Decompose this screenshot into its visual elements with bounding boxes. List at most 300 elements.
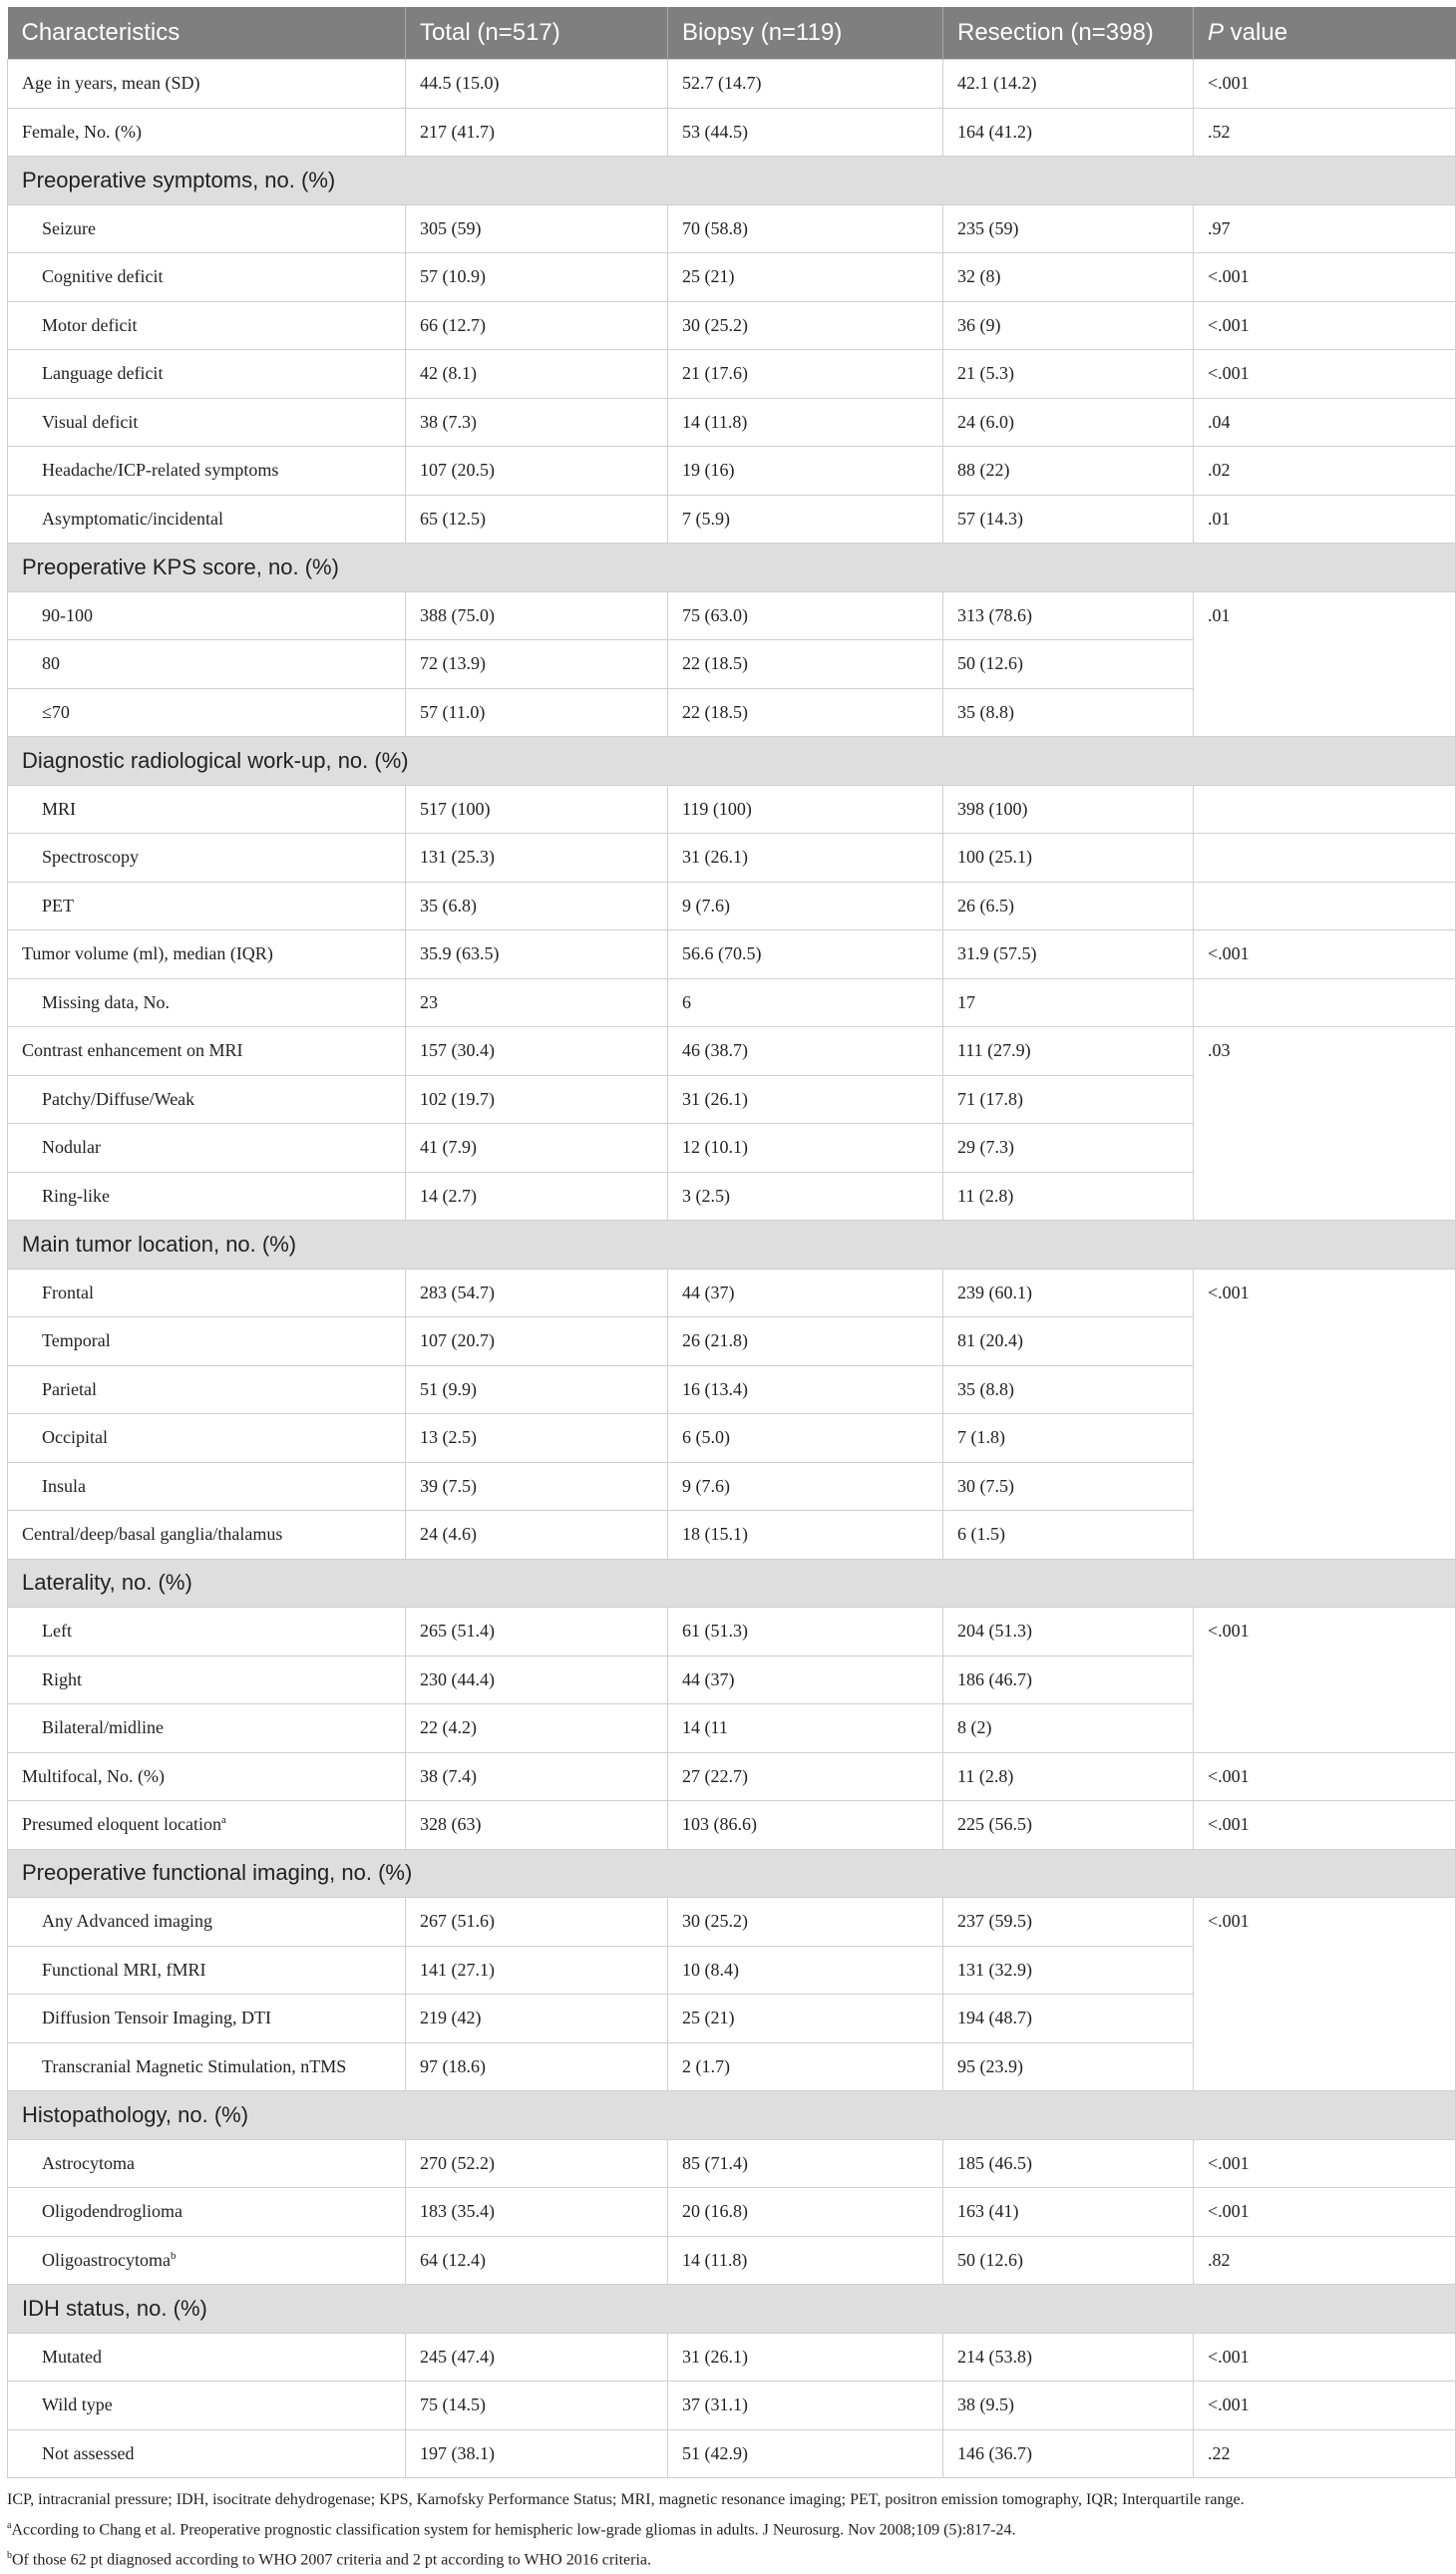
- cell-total: 57 (10.9): [406, 253, 668, 302]
- row-label: [8, 591, 406, 640]
- row-label: [8, 253, 406, 302]
- cell-p-value: <.001: [1194, 2188, 1456, 2237]
- cell-total: 39 (7.5): [406, 1462, 668, 1511]
- cell-resection: 164 (41.2): [943, 108, 1194, 157]
- row-label-text: Frontal: [42, 1282, 94, 1302]
- row-label: [8, 447, 406, 496]
- table-row: [8, 2382, 1456, 2430]
- cell-biopsy: 85 (71.4): [668, 2139, 943, 2188]
- table-row: [8, 2236, 1456, 2285]
- table-row: [8, 301, 1456, 350]
- cell-resection: 24 (6.0): [943, 398, 1194, 447]
- section-row: [8, 1559, 1456, 1608]
- cell-total: 131 (25.3): [406, 834, 668, 883]
- row-label: [8, 882, 406, 930]
- cell-biopsy: 103 (86.6): [668, 1801, 943, 1850]
- cell-biopsy: 31 (26.1): [668, 2333, 943, 2382]
- cell-resection: 235 (59): [943, 204, 1194, 253]
- row-label-text: Presumed eloquent location: [22, 1814, 221, 1835]
- row-label: [8, 1365, 406, 1414]
- cell-biopsy: 44 (37): [668, 1269, 943, 1317]
- footnote-marker: b: [170, 2249, 177, 2262]
- characteristics-table: [7, 7, 1456, 2478]
- row-label: [8, 495, 406, 544]
- cell-biopsy: 10 (8.4): [668, 1946, 943, 1995]
- cell-total: 230 (44.4): [406, 1655, 668, 1704]
- cell-resection: 71 (17.8): [943, 1075, 1194, 1124]
- cell-p-value: <.001: [1194, 301, 1456, 350]
- cell-total: 157 (30.4): [406, 1027, 668, 1076]
- row-label: [8, 60, 406, 109]
- row-label-text: 90-100: [42, 604, 93, 625]
- cell-biopsy: 75 (63.0): [668, 591, 943, 640]
- table-header-row: [8, 7, 1456, 60]
- cell-p-value: <.001: [1194, 2139, 1456, 2188]
- footnote-marker: a: [220, 1814, 226, 1827]
- row-label-text: 80: [42, 653, 60, 674]
- cell-resection: 194 (48.7): [943, 1995, 1194, 2043]
- row-label: [8, 930, 406, 979]
- cell-p-value: .01: [1194, 495, 1456, 544]
- cell-total: 265 (51.4): [406, 1608, 668, 1656]
- cell-total: 35 (6.8): [406, 882, 668, 930]
- cell-total: 270 (52.2): [406, 2139, 668, 2188]
- footnote-a-mark: a: [7, 2520, 12, 2531]
- cell-resection: 26 (6.5): [943, 882, 1194, 930]
- cell-p-value: <.001: [1194, 1898, 1456, 2091]
- row-label: [8, 1414, 406, 1463]
- cell-biopsy: 37 (31.1): [668, 2382, 943, 2430]
- cell-total: 197 (38.1): [406, 2429, 668, 2478]
- section-label: Histopathology, no. (%): [8, 2091, 1456, 2140]
- row-label-text: Occipital: [42, 1427, 108, 1448]
- row-label: [8, 2236, 406, 2285]
- cell-total: 24 (4.6): [406, 1511, 668, 1560]
- footnote-b-text: Of those 62 pt diagnosed according to WHO 2007 criteria and 2 pt according to WHO 2016 criteria.: [12, 2551, 652, 2569]
- cell-biopsy: 6: [668, 978, 943, 1027]
- cell-biopsy: 16 (13.4): [668, 1365, 943, 1414]
- cell-p-value: .02: [1194, 447, 1456, 496]
- cell-total: 44.5 (15.0): [406, 60, 668, 109]
- row-label: [8, 1995, 406, 2043]
- cell-biopsy: 7 (5.9): [668, 495, 943, 544]
- cell-total: 38 (7.4): [406, 1752, 668, 1801]
- cell-total: 42 (8.1): [406, 350, 668, 399]
- cell-biopsy: 18 (15.1): [668, 1511, 943, 1560]
- cell-total: 65 (12.5): [406, 495, 668, 544]
- cell-resection: 185 (46.5): [943, 2139, 1194, 2188]
- cell-total: 517 (100): [406, 785, 668, 834]
- cell-p-value: [1194, 834, 1456, 883]
- cell-total: 64 (12.4): [406, 2236, 668, 2285]
- cell-resection: 38 (9.5): [943, 2382, 1194, 2430]
- footnote-a-text: According to Chang et al. Preoperative prognostic classification system for hemispheric low-grade gliomas in adults. J Neurosurg. Nov 2008;109 (5):817-24.: [11, 2521, 1016, 2539]
- cell-p-value: <.001: [1194, 1801, 1456, 1850]
- cell-resection: 81 (20.4): [943, 1317, 1194, 1366]
- header-characteristics: Characteristics: [8, 7, 406, 60]
- section-label: Laterality, no. (%): [8, 1559, 1456, 1608]
- cell-biopsy: 27 (22.7): [668, 1752, 943, 1801]
- footnote-b-mark: b: [7, 2550, 12, 2562]
- row-label-text: Multifocal, No. (%): [22, 1765, 165, 1786]
- table-row: [8, 2188, 1456, 2237]
- cell-total: 388 (75.0): [406, 591, 668, 640]
- cell-total: 97 (18.6): [406, 2042, 668, 2091]
- cell-resection: 131 (32.9): [943, 1946, 1194, 1995]
- row-label-text: Spectroscopy: [42, 847, 139, 868]
- cell-biopsy: 70 (58.8): [668, 204, 943, 253]
- cell-biopsy: 12 (10.1): [668, 1124, 943, 1173]
- cell-p-value: .82: [1194, 2236, 1456, 2285]
- cell-biopsy: 26 (21.8): [668, 1317, 943, 1366]
- cell-biopsy: 53 (44.5): [668, 108, 943, 157]
- row-label-text: Nodular: [42, 1137, 101, 1158]
- row-label-text: Left: [42, 1621, 72, 1642]
- row-label-text: Parietal: [42, 1378, 97, 1399]
- section-label: Preoperative symptoms, no. (%): [8, 157, 1456, 205]
- cell-p-value: <.001: [1194, 253, 1456, 302]
- row-label: [8, 688, 406, 737]
- row-label: [8, 1655, 406, 1704]
- header-resection: Resection (n=398): [943, 7, 1194, 60]
- section-row: [8, 1221, 1456, 1270]
- table-row: [8, 495, 1456, 544]
- cell-biopsy: 2 (1.7): [668, 2042, 943, 2091]
- cell-total: 13 (2.5): [406, 1414, 668, 1463]
- cell-resection: 21 (5.3): [943, 350, 1194, 399]
- row-label-text: Motor deficit: [42, 314, 138, 335]
- row-label: [8, 2382, 406, 2430]
- cell-resection: 100 (25.1): [943, 834, 1194, 883]
- cell-resection: 29 (7.3): [943, 1124, 1194, 1173]
- row-label: [8, 785, 406, 834]
- section-row: [8, 157, 1456, 205]
- row-label-text: Not assessed: [42, 2442, 135, 2463]
- cell-p-value: [1194, 785, 1456, 834]
- row-label: [8, 1317, 406, 1366]
- section-label: Preoperative KPS score, no. (%): [8, 544, 1456, 592]
- cell-resection: 57 (14.3): [943, 495, 1194, 544]
- cell-resection: 50 (12.6): [943, 640, 1194, 689]
- cell-p-value: <.001: [1194, 60, 1456, 109]
- cell-total: 107 (20.5): [406, 447, 668, 496]
- cell-biopsy: 9 (7.6): [668, 882, 943, 930]
- row-label-text: Bilateral/midline: [42, 1717, 164, 1738]
- cell-total: 75 (14.5): [406, 2382, 668, 2430]
- cell-biopsy: 30 (25.2): [668, 1898, 943, 1947]
- table-body: [8, 60, 1456, 2478]
- row-label-text: Headache/ICP-related symptoms: [42, 460, 279, 481]
- table-row: [8, 1801, 1456, 1850]
- cell-p-value: [1194, 978, 1456, 1027]
- section-label: Main tumor location, no. (%): [8, 1221, 1456, 1270]
- cell-biopsy: 14 (11.8): [668, 398, 943, 447]
- cell-total: 22 (4.2): [406, 1704, 668, 1753]
- cell-resection: 225 (56.5): [943, 1801, 1194, 1850]
- row-label-text: Transcranial Magnetic Stimulation, nTMS: [42, 2055, 347, 2076]
- cell-biopsy: 51 (42.9): [668, 2429, 943, 2478]
- cell-biopsy: 14 (11.8): [668, 2236, 943, 2285]
- cell-resection: 31.9 (57.5): [943, 930, 1194, 979]
- cell-p-value: .04: [1194, 398, 1456, 447]
- row-label: [8, 1608, 406, 1656]
- cell-resection: 163 (41): [943, 2188, 1194, 2237]
- cell-biopsy: 25 (21): [668, 253, 943, 302]
- row-label: [8, 1075, 406, 1124]
- section-label: IDH status, no. (%): [8, 2285, 1456, 2334]
- section-row: [8, 2091, 1456, 2140]
- table-row: [8, 108, 1456, 157]
- row-label: [8, 2429, 406, 2478]
- cell-resection: 36 (9): [943, 301, 1194, 350]
- cell-total: 219 (42): [406, 1995, 668, 2043]
- table-row: [8, 1898, 1456, 1947]
- cell-resection: 8 (2): [943, 1704, 1194, 1753]
- table-row: [8, 591, 1456, 640]
- row-label: [8, 1462, 406, 1511]
- cell-biopsy: 6 (5.0): [668, 1414, 943, 1463]
- cell-biopsy: 31 (26.1): [668, 1075, 943, 1124]
- cell-p-value: <.001: [1194, 2382, 1456, 2430]
- cell-resection: 11 (2.8): [943, 1752, 1194, 1801]
- cell-resection: 186 (46.7): [943, 1655, 1194, 1704]
- cell-total: 141 (27.1): [406, 1946, 668, 1995]
- table-row: [8, 1608, 1456, 1656]
- row-label: [8, 1511, 406, 1560]
- table-row: [8, 204, 1456, 253]
- cell-total: 328 (63): [406, 1801, 668, 1850]
- cell-biopsy: 22 (18.5): [668, 688, 943, 737]
- cell-biopsy: 22 (18.5): [668, 640, 943, 689]
- row-label: [8, 1801, 406, 1850]
- row-label: [8, 1269, 406, 1317]
- table-row: [8, 1269, 1456, 1317]
- header-p-value: [1194, 7, 1456, 60]
- table-row: [8, 834, 1456, 883]
- row-label-text: Central/deep/basal ganglia/thalamus: [22, 1524, 283, 1545]
- row-label: [8, 398, 406, 447]
- cell-total: 35.9 (63.5): [406, 930, 668, 979]
- row-label: [8, 2333, 406, 2382]
- cell-total: 41 (7.9): [406, 1124, 668, 1173]
- cell-total: 102 (19.7): [406, 1075, 668, 1124]
- footnote-b: [7, 2543, 1453, 2573]
- cell-p-value: <.001: [1194, 1269, 1456, 1559]
- cell-p-value: .01: [1194, 591, 1456, 737]
- cell-resection: 50 (12.6): [943, 2236, 1194, 2285]
- row-label-text: Cognitive deficit: [42, 266, 164, 287]
- row-label-text: Astrocytoma: [42, 2152, 135, 2173]
- row-label: [8, 1172, 406, 1221]
- row-label-text: Temporal: [42, 1330, 111, 1351]
- table-row: [8, 882, 1456, 930]
- cell-biopsy: 20 (16.8): [668, 2188, 943, 2237]
- row-label: [8, 1704, 406, 1753]
- cell-total: 14 (2.7): [406, 1172, 668, 1221]
- footnote-a: [7, 2513, 1453, 2543]
- cell-biopsy: 3 (2.5): [668, 1172, 943, 1221]
- table-row: [8, 2333, 1456, 2382]
- table-row: [8, 60, 1456, 109]
- cell-resection: 6 (1.5): [943, 1511, 1194, 1560]
- row-label-text: Female, No. (%): [22, 121, 142, 142]
- row-label-text: Contrast enhancement on MRI: [22, 1040, 243, 1061]
- cell-resection: 35 (8.8): [943, 688, 1194, 737]
- cell-resection: 42.1 (14.2): [943, 60, 1194, 109]
- cell-total: 107 (20.7): [406, 1317, 668, 1366]
- cell-p-value: .22: [1194, 2429, 1456, 2478]
- cell-resection: 111 (27.9): [943, 1027, 1194, 1076]
- cell-resection: 239 (60.1): [943, 1269, 1194, 1317]
- row-label: [8, 1027, 406, 1076]
- row-label: [8, 1752, 406, 1801]
- cell-resection: 11 (2.8): [943, 1172, 1194, 1221]
- cell-resection: 398 (100): [943, 785, 1194, 834]
- cell-resection: 214 (53.8): [943, 2333, 1194, 2382]
- table-row: [8, 350, 1456, 399]
- cell-total: 57 (11.0): [406, 688, 668, 737]
- table-row: [8, 2139, 1456, 2188]
- cell-resection: 7 (1.8): [943, 1414, 1194, 1463]
- row-label-text: Patchy/Diffuse/Weak: [42, 1088, 195, 1109]
- table-footnotes: [7, 2487, 1453, 2574]
- row-label-text: ≤70: [42, 701, 70, 722]
- cell-p-value: <.001: [1194, 2333, 1456, 2382]
- table-row: [8, 1752, 1456, 1801]
- cell-biopsy: 44 (37): [668, 1655, 943, 1704]
- cell-p-value: .03: [1194, 1027, 1456, 1221]
- row-label-text: Insula: [42, 1475, 86, 1496]
- cell-biopsy: 30 (25.2): [668, 301, 943, 350]
- row-label-text: Oligodendroglioma: [42, 2201, 182, 2222]
- row-label-text: Asymptomatic/incidental: [42, 508, 223, 529]
- cell-biopsy: 25 (21): [668, 1995, 943, 2043]
- row-label: [8, 350, 406, 399]
- row-label-text: Age in years, mean (SD): [22, 73, 200, 94]
- row-label-text: Tumor volume (ml), median (IQR): [22, 943, 273, 964]
- cell-p-value: [1194, 882, 1456, 930]
- cell-total: 51 (9.9): [406, 1365, 668, 1414]
- cell-biopsy: 14 (11: [668, 1704, 943, 1753]
- row-label: [8, 2042, 406, 2091]
- cell-biopsy: 21 (17.6): [668, 350, 943, 399]
- cell-total: 283 (54.7): [406, 1269, 668, 1317]
- header-biopsy: Biopsy (n=119): [668, 7, 943, 60]
- row-label-text: Functional MRI, fMRI: [42, 1959, 206, 1980]
- section-row: [8, 737, 1456, 786]
- section-label: Diagnostic radiological work-up, no. (%): [8, 737, 1456, 786]
- row-label-text: PET: [42, 895, 75, 916]
- cell-resection: 30 (7.5): [943, 1462, 1194, 1511]
- row-label-text: Missing data, No.: [42, 991, 170, 1012]
- table-row: [8, 930, 1456, 979]
- table-row: [8, 785, 1456, 834]
- table-row: [8, 398, 1456, 447]
- row-label: [8, 1946, 406, 1995]
- header-p-italic: P: [1208, 19, 1225, 46]
- cell-resection: 32 (8): [943, 253, 1194, 302]
- cell-biopsy: 19 (16): [668, 447, 943, 496]
- row-label-text: Mutated: [42, 2346, 102, 2367]
- cell-biopsy: 31 (26.1): [668, 834, 943, 883]
- row-label-text: MRI: [42, 798, 77, 819]
- cell-total: 72 (13.9): [406, 640, 668, 689]
- footnote-abbreviations: ICP, intracranial pressure; IDH, isocitrate dehydrogenase; KPS, Karnofsky Performance Status; MRI, magnetic resonance imaging; PET, positron emission tomography, IQR; Interquartile range.: [7, 2491, 1245, 2508]
- section-row: [8, 2285, 1456, 2334]
- cell-resection: 237 (59.5): [943, 1898, 1194, 1947]
- row-label-text: Any Advanced imaging: [42, 1911, 212, 1932]
- cell-biopsy: 9 (7.6): [668, 1462, 943, 1511]
- row-label: [8, 640, 406, 689]
- cell-total: 38 (7.3): [406, 398, 668, 447]
- table-row: [8, 978, 1456, 1027]
- row-label: [8, 1898, 406, 1947]
- section-row: [8, 544, 1456, 592]
- cell-total: 183 (35.4): [406, 2188, 668, 2237]
- row-label-text: Diffusion Tensoir Imaging, DTI: [42, 2008, 272, 2028]
- row-label: [8, 2139, 406, 2188]
- cell-resection: 204 (51.3): [943, 1608, 1194, 1656]
- cell-p-value: <.001: [1194, 1752, 1456, 1801]
- cell-total: 267 (51.6): [406, 1898, 668, 1947]
- row-label: [8, 108, 406, 157]
- cell-biopsy: 52.7 (14.7): [668, 60, 943, 109]
- row-label: [8, 301, 406, 350]
- cell-p-value: <.001: [1194, 350, 1456, 399]
- header-p-rest: value: [1224, 19, 1288, 46]
- cell-biopsy: 56.6 (70.5): [668, 930, 943, 979]
- cell-p-value: .97: [1194, 204, 1456, 253]
- table-row: [8, 1027, 1456, 1076]
- row-label-text: Seizure: [42, 217, 96, 238]
- cell-total: 245 (47.4): [406, 2333, 668, 2382]
- cell-total: 66 (12.7): [406, 301, 668, 350]
- cell-total: 217 (41.7): [406, 108, 668, 157]
- row-label-text: Right: [42, 1668, 83, 1689]
- row-label: [8, 204, 406, 253]
- cell-biopsy: 61 (51.3): [668, 1608, 943, 1656]
- row-label-text: Ring-like: [42, 1185, 110, 1206]
- table-row: [8, 447, 1456, 496]
- cell-p-value: .52: [1194, 108, 1456, 157]
- cell-resection: 146 (36.7): [943, 2429, 1194, 2478]
- cell-resection: 95 (23.9): [943, 2042, 1194, 2091]
- cell-resection: 17: [943, 978, 1194, 1027]
- cell-p-value: <.001: [1194, 930, 1456, 979]
- header-total: Total (n=517): [406, 7, 668, 60]
- cell-total: 305 (59): [406, 204, 668, 253]
- row-label-text: Wild type: [42, 2394, 113, 2415]
- table-row: [8, 253, 1456, 302]
- cell-biopsy: 46 (38.7): [668, 1027, 943, 1076]
- row-label: [8, 1124, 406, 1173]
- row-label-text: Oligoastrocytoma: [42, 2249, 171, 2270]
- cell-total: 23: [406, 978, 668, 1027]
- row-label: [8, 834, 406, 883]
- row-label-text: Language deficit: [42, 363, 164, 384]
- section-label: Preoperative functional imaging, no. (%): [8, 1849, 1456, 1898]
- cell-biopsy: 119 (100): [668, 785, 943, 834]
- section-row: [8, 1849, 1456, 1898]
- cell-resection: 88 (22): [943, 447, 1194, 496]
- row-label: [8, 978, 406, 1027]
- cell-resection: 313 (78.6): [943, 591, 1194, 640]
- cell-resection: 35 (8.8): [943, 1365, 1194, 1414]
- cell-p-value: <.001: [1194, 1608, 1456, 1753]
- row-label: [8, 2188, 406, 2237]
- row-label-text: Visual deficit: [42, 411, 139, 432]
- table-row: [8, 2429, 1456, 2478]
